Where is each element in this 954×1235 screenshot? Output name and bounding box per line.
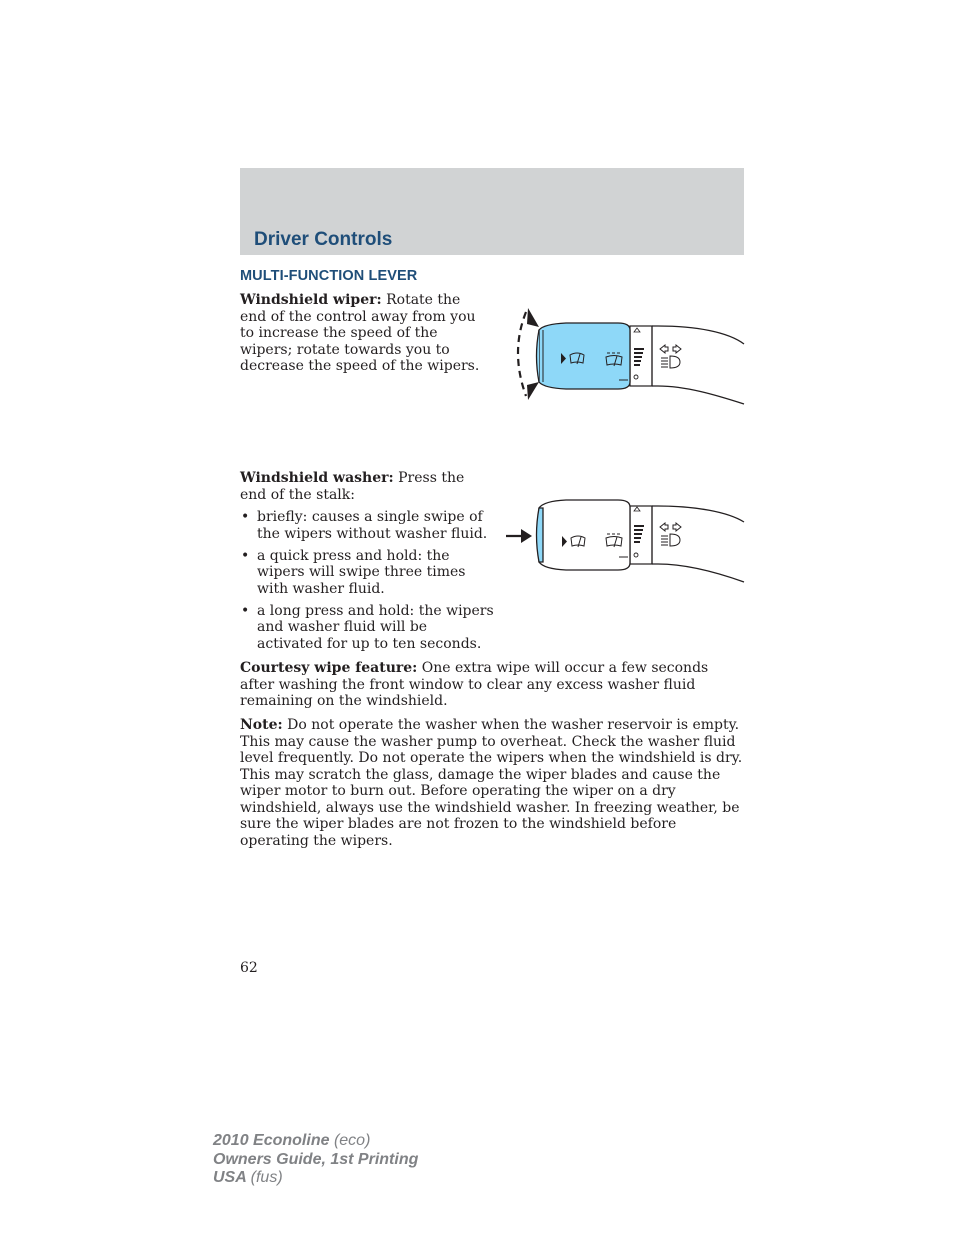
header-band (240, 168, 744, 255)
headlamp-icon (661, 534, 680, 546)
bullet-icon: • (241, 547, 250, 564)
washer-press-figure (506, 494, 746, 586)
washer-text: Press the end of the stalk: (240, 470, 465, 503)
washer-bullet-list (240, 509, 496, 658)
washer-label: Windshield washer: (240, 470, 394, 486)
headlamp-icon (661, 356, 680, 368)
courtesy-label: Courtesy wipe feature: (240, 660, 418, 676)
wiper-paragraph (240, 292, 488, 375)
note-label: Note: (240, 717, 283, 733)
washer-paragraph (240, 470, 492, 503)
list-item: • briefly: causes a single swipe of the wipers without washer fluid. (241, 509, 488, 542)
rotate-arrows-icon (518, 308, 539, 400)
page-title: Driver Controls (254, 229, 393, 250)
wiper-label: Windshield wiper: (240, 292, 382, 308)
footer-imprint (213, 1132, 418, 1188)
wiper-text: Rotate the end of the control away from you to increase the speed of the wipers; rotate towards you to decrease the speed of the wipers. (240, 292, 480, 374)
footer-line-3: USA (fus) (213, 1169, 283, 1186)
turn-signal-icon (660, 345, 681, 353)
courtesy-text: One extra wipe will occur a few seconds after washing the front window to clear any excess washer fluid remaining on the windshield. (240, 660, 709, 709)
footer-line-2: Owners Guide, 1st Printing (213, 1150, 419, 1168)
note-paragraph (240, 717, 748, 849)
wiper-rotate-figure (506, 300, 746, 412)
list-item: • a long press and hold: the wipers and washer fluid will be activated for up to ten seconds. (241, 602, 494, 652)
footer-line-1: 2010 Econoline (eco) (213, 1132, 371, 1149)
press-arrow-icon (506, 529, 532, 543)
list-item: • a quick press and hold: the wipers will swipe three times with washer fluid. (241, 547, 466, 597)
turn-signal-icon (660, 523, 681, 531)
courtesy-paragraph (240, 660, 746, 710)
bullet-icon: • (241, 602, 250, 619)
page-number: 62 (240, 960, 258, 976)
note-text: Do not operate the washer when the washer reservoir is empty. This may cause the washer pump to overheat. Check the washer fluid level frequently. Do not operate the wipers when the windshield is dry. This may scratch the glass, damage the wiper blades and cause the wiper motor to burn out. Before operating the wiper on a dry windshield, always use the windshield washer. In freezing weather, be sure the wiper blades are not frozen to the windshield before operating the wipers. (240, 717, 743, 849)
section-heading: MULTI-FUNCTION LEVER (240, 268, 418, 284)
bullet-icon: • (241, 509, 250, 525)
